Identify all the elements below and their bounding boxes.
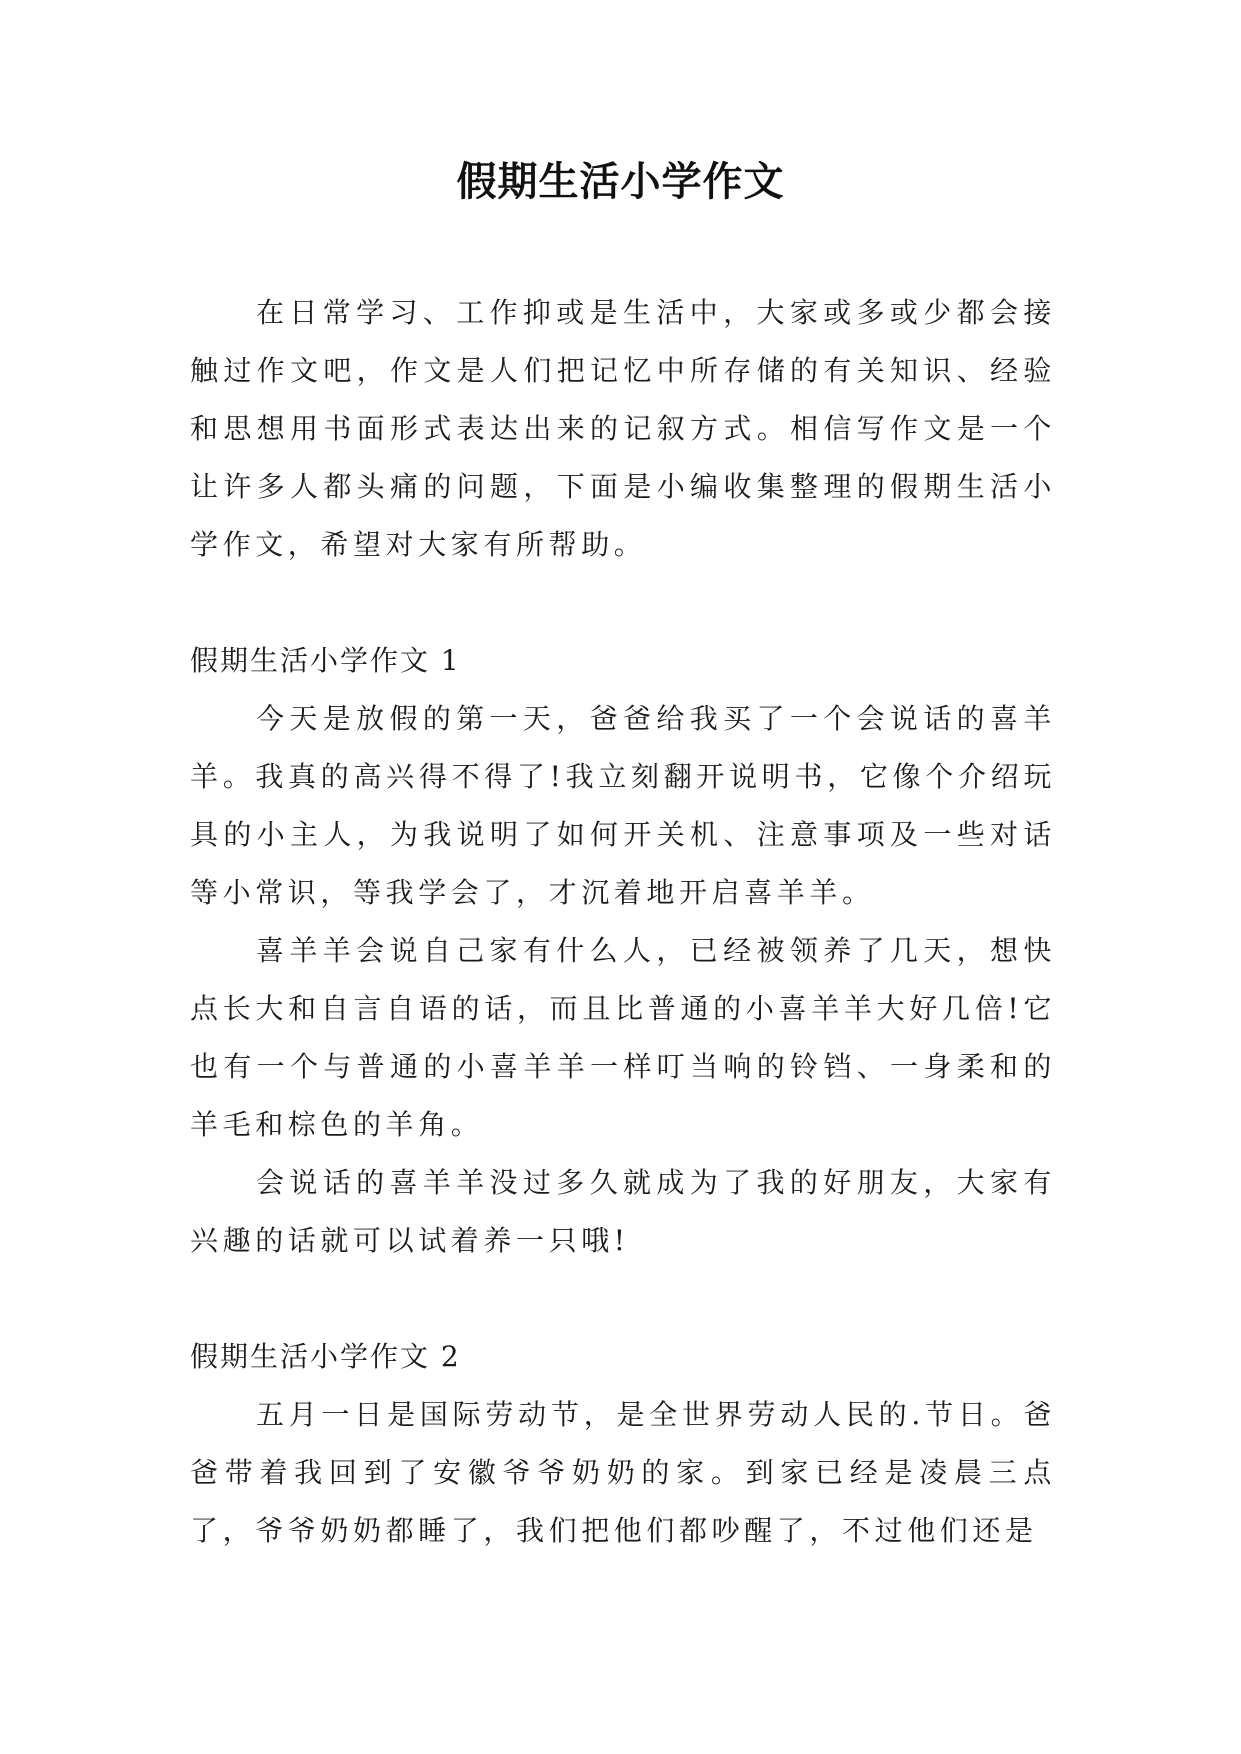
- section-spacer: [190, 1270, 1056, 1328]
- essay-paragraph: 今天是放假的第一天，爸爸给我买了一个会说话的喜羊羊。我真的高兴得不得了!我立刻翻开说明书，它像个介绍玩具的小主人，为我说明了如何开关机、注意事项及一些对话等小常识，等我学会了，才沉着地开启喜羊羊。: [190, 702, 1056, 909]
- document-body: [190, 284, 1056, 1560]
- section-heading: 假期生活小学作文 2: [190, 1340, 461, 1373]
- essay-section-2: [190, 1328, 1056, 1560]
- section-heading: 假期生活小学作文 1: [190, 644, 461, 677]
- intro-paragraph: 在日常学习、工作抑或是生活中，大家或多或少都会接触过作文吧，作文是人们把记忆中所存储的有关知识、经验和思想用书面形式表达出来的记叙方式。相信写作文是一个让许多人都头痛的问题，下面是小编收集整理的假期生活小学作文，希望对大家有所帮助。: [190, 296, 1056, 561]
- essay-section-1: [190, 632, 1056, 1270]
- essay-paragraph: 五月一日是国际劳动节，是全世界劳动人民的.节日。爸爸带着我回到了安徽爷爷奶奶的家。到家已经是凌晨三点了，爷爷奶奶都睡了，我们把他们都吵醒了，不过他们还是: [190, 1398, 1056, 1547]
- essay-paragraph: 会说话的喜羊羊没过多久就成为了我的好朋友，大家有兴趣的话就可以试着养一只哦!: [190, 1166, 1056, 1257]
- essay-paragraph: 喜羊羊会说自己家有什么人，已经被领养了几天，想快点长大和自言自语的话，而且比普通的小喜羊羊大好几倍!它也有一个与普通的小喜羊羊一样叮当响的铃铛、一身柔和的羊毛和棕色的羊角。: [190, 934, 1056, 1141]
- section-spacer: [190, 574, 1056, 632]
- document-title: 假期生活小学作文: [456, 158, 785, 205]
